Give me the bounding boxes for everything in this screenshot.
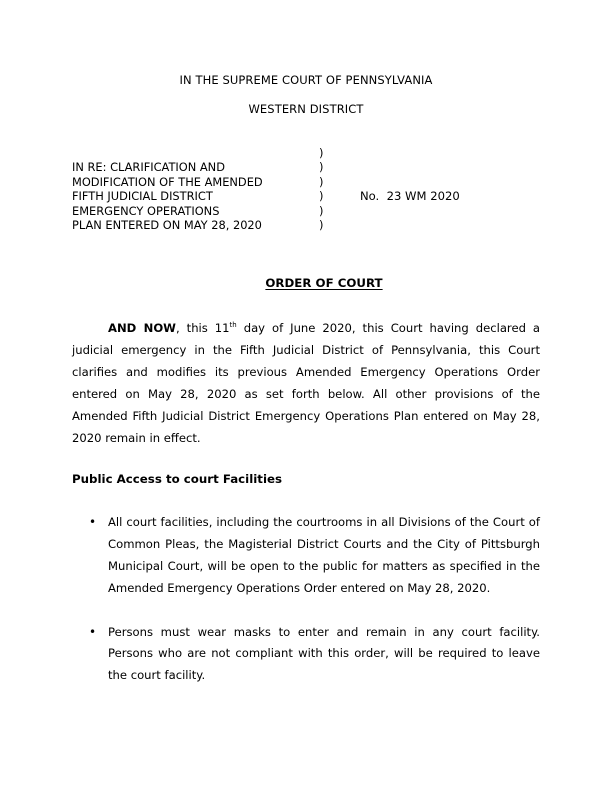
caption-parenthesis: ): [319, 160, 324, 174]
list-item: [72, 512, 540, 600]
order-title: ORDER OF COURT: [265, 276, 383, 290]
caption-line: FIFTH JUDICIAL DISTRICT: [72, 189, 213, 203]
intro-bold-phrase: AND NOW: [108, 321, 176, 335]
ordinal-suffix: th: [229, 321, 237, 330]
caption-line: MODIFICATION OF THE AMENDED: [72, 174, 263, 189]
docket-number: No. 23 WM 2020: [360, 189, 460, 203]
court-district: WESTERN DISTRICT: [248, 102, 364, 116]
caption-line: PLAN ENTERED ON MAY 28, 2020: [72, 218, 262, 232]
caption-parenthesis: ): [319, 203, 324, 218]
list-item-text: All court facilities, including the courtrooms in all Divisions of the Court of Common Pleas, the Magisterial District Courts and the City of Pittsburgh Municipal Court, will be open to the public for matters as specified in the Amended Emergency Operations Order entered on May 28, 2020.: [108, 515, 540, 595]
caption-parenthesis: ): [319, 174, 324, 189]
intro-text-continued: day of June 2020, this Court having declared a judicial emergency in the Fifth Judicial District of Pennsylvania, this Court clarifies and modifies its previous Amended Emergency Operations Order entered on May 28, 2020 as set forth below. All other provisions of the Amended Fifth Judicial District Emergency Operations Plan entered on May 28, 2020 remain in effect.: [72, 321, 541, 445]
caption-line: IN RE: CLARIFICATION AND: [72, 160, 225, 174]
court-name: IN THE SUPREME COURT OF PENNSYLVANIA: [179, 73, 433, 87]
list-item-text: Persons must wear masks to enter and remain in any court facility. Persons who are not compliant with this order, will be required to leave the court facility.: [108, 624, 540, 683]
bullet-icon: •: [89, 515, 97, 529]
section-heading: Public Access to court Facilities: [72, 472, 283, 486]
caption-parenthesis: ): [319, 218, 324, 232]
bullet-icon: •: [89, 624, 97, 639]
bullet-list: [72, 512, 540, 687]
caption-parenthesis: ): [319, 145, 324, 160]
caption-line: EMERGENCY OPERATIONS: [72, 203, 220, 218]
order-intro-paragraph: [72, 318, 540, 449]
intro-text: , this 11: [175, 321, 230, 335]
list-item: [72, 622, 540, 688]
caption-parenthesis: ): [319, 189, 324, 203]
